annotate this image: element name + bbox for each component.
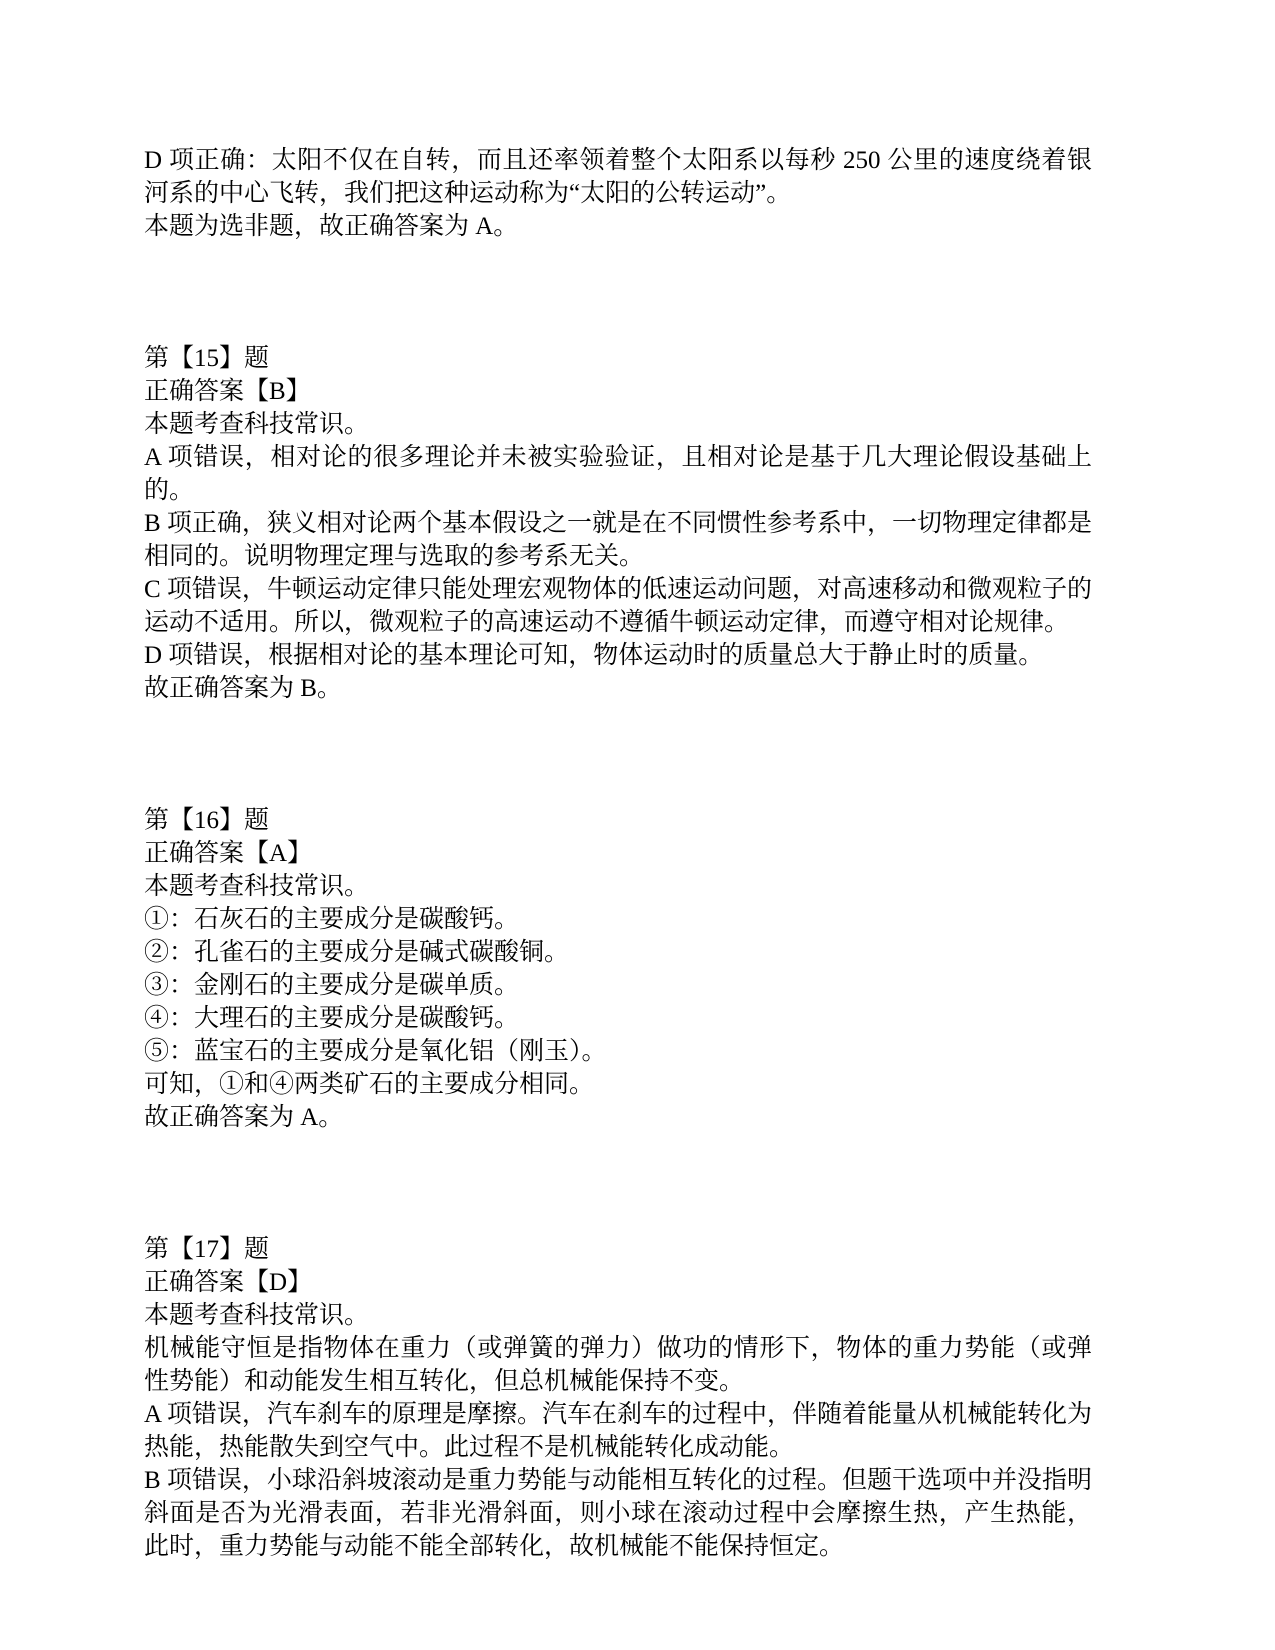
mineral-item-2-paragraph: ②：孔雀石的主要成分是碱式碳酸铜。 xyxy=(144,939,570,966)
section-question-14-tail xyxy=(144,144,1092,243)
option-a-analysis-paragraph: A 项错误，汽车刹车的原理是摩擦。汽车在刹车的过程中，伴随着能量从机械能转化为热能，热能散失到空气中。此过程不是机械能转化成动能。 xyxy=(144,1401,1092,1461)
conclusion-paragraph: 故正确答案为 B。 xyxy=(144,675,342,702)
option-b-analysis-paragraph: B 项正确，狭义相对论两个基本假设之一就是在不同惯性参考系中，一切物理定律都是相同的。说明物理定理与选取的参考系无关。 xyxy=(144,510,1092,570)
option-d-analysis-paragraph: D 项错误，根据相对论的基本理论可知，物体运动时的质量总大于静止时的质量。 xyxy=(144,642,1044,669)
exam-point-paragraph: 本题考查科技常识。 xyxy=(144,411,370,438)
conclusion-paragraph: 本题为选非题，故正确答案为 A。 xyxy=(144,213,519,240)
mineral-item-1-paragraph: ①：石灰石的主要成分是碳酸钙。 xyxy=(144,906,520,933)
conclusion-paragraph: 故正确答案为 A。 xyxy=(144,1104,344,1131)
question-17-correct-answer: 正确答案【D】 xyxy=(144,1269,313,1296)
question-15-correct-answer: 正确答案【B】 xyxy=(144,378,311,405)
inference-paragraph: 可知，①和④两类矿石的主要成分相同。 xyxy=(144,1071,595,1098)
option-a-analysis-paragraph: A 项错误，相对论的很多理论并未被实验验证，且相对论是基于几大理论假设基础上的。 xyxy=(144,444,1092,504)
option-c-analysis-paragraph: C 项错误，牛顿运动定律只能处理宏观物体的低速运动问题，对高速移动和微观粒子的运动不适用。所以，微观粒子的高速运动不遵循牛顿运动定律，而遵守相对论规律。 xyxy=(144,576,1092,636)
mineral-item-4-paragraph: ④：大理石的主要成分是碳酸钙。 xyxy=(144,1005,520,1032)
mineral-item-3-paragraph: ③：金刚石的主要成分是碳单质。 xyxy=(144,972,520,999)
question-15-heading: 第【15】题 xyxy=(144,345,270,372)
answer-explanations-document xyxy=(144,144,1092,1563)
option-d-analysis-paragraph: D 项正确：太阳不仅在自转，而且还率领着整个太阳系以每秒 250 公里的速度绕着银河系的中心飞转，我们把这种运动称为“太阳的公转运动”。 xyxy=(144,147,1092,207)
section-question-16 xyxy=(144,804,1092,1134)
question-16-heading: 第【16】题 xyxy=(144,807,270,834)
section-question-17 xyxy=(144,1233,1092,1563)
concept-definition-paragraph: 机械能守恒是指物体在重力（或弹簧的弹力）做功的情形下，物体的重力势能（或弹性势能）和动能发生相互转化，但总机械能保持不变。 xyxy=(144,1335,1092,1395)
question-17-heading: 第【17】题 xyxy=(144,1236,270,1263)
exam-point-paragraph: 本题考查科技常识。 xyxy=(144,1302,370,1329)
section-question-15 xyxy=(144,342,1092,705)
option-b-analysis-paragraph: B 项错误，小球沿斜坡滚动是重力势能与动能相互转化的过程。但题干选项中并没指明斜面是否为光滑表面，若非光滑斜面，则小球在滚动过程中会摩擦生热，产生热能，此时，重力势能与动能不能全部转化，故机械能不能保持恒定。 xyxy=(144,1467,1092,1560)
mineral-item-5-paragraph: ⑤：蓝宝石的主要成分是氧化铝（刚玉）。 xyxy=(144,1038,607,1065)
question-16-correct-answer: 正确答案【A】 xyxy=(144,840,313,867)
exam-point-paragraph: 本题考查科技常识。 xyxy=(144,873,370,900)
